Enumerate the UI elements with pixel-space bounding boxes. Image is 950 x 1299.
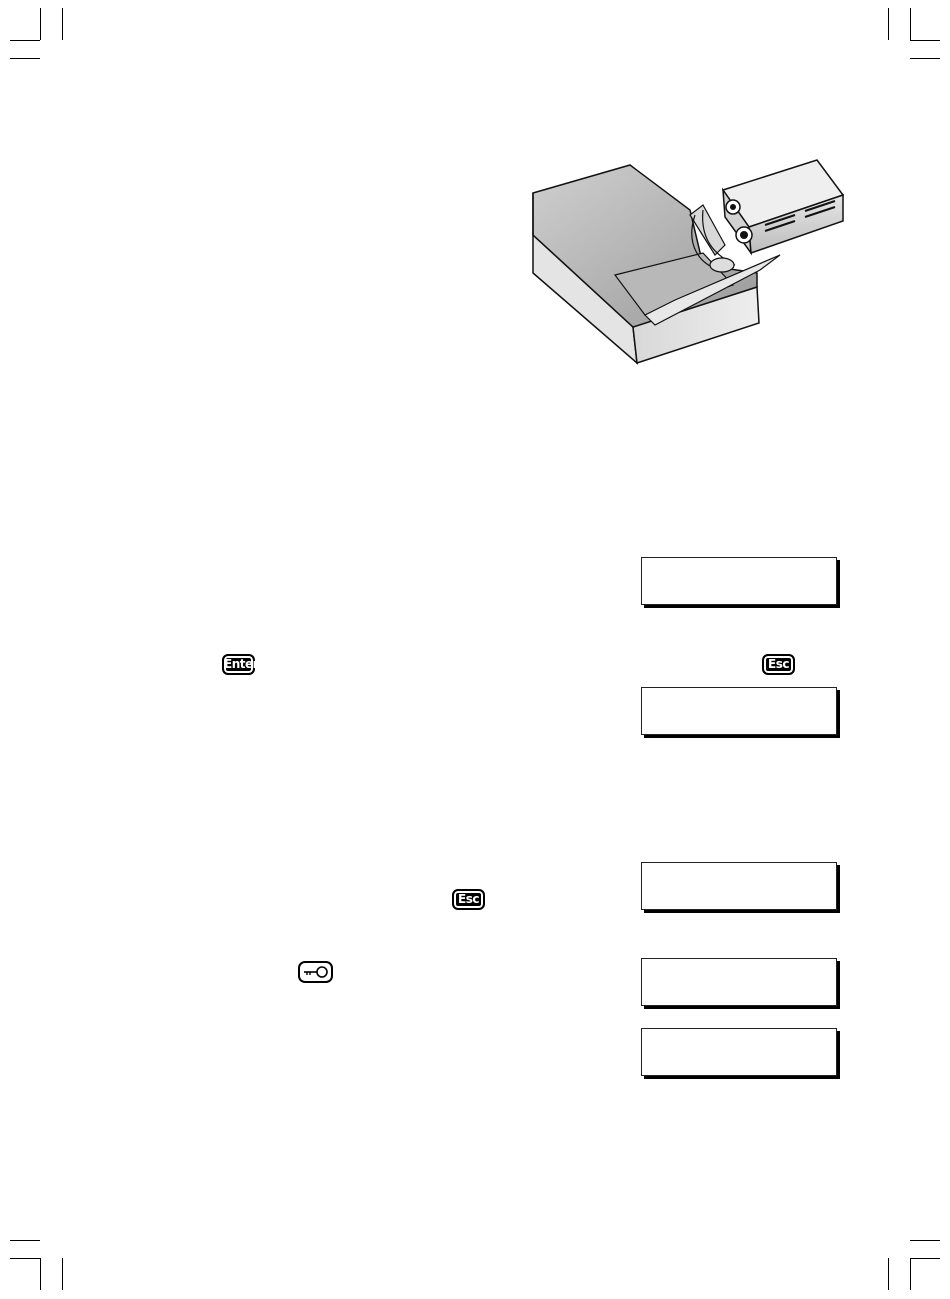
crop-mark (62, 1258, 63, 1290)
crop-mark (888, 8, 889, 40)
crop-mark (62, 8, 63, 40)
lcd-display-engrave-code (641, 958, 837, 1006)
crop-mark (910, 8, 911, 40)
enter-key-icon: Enter (222, 654, 255, 675)
crop-mark (10, 1240, 40, 1241)
crop-mark (888, 1258, 889, 1290)
crop-mark (40, 8, 41, 40)
crop-mark (10, 40, 40, 41)
crop-mark (10, 1258, 40, 1259)
crop-mark (910, 1240, 940, 1241)
crop-mark (40, 1258, 41, 1290)
esc-key-icon: Esc (452, 889, 485, 910)
lcd-display-operation-ok (641, 1028, 837, 1076)
crop-mark (10, 58, 40, 59)
crop-mark (910, 40, 940, 41)
crop-mark (910, 1258, 911, 1290)
device-battery-illustration (525, 155, 850, 370)
lcd-display-protected (641, 687, 837, 735)
lcd-display-choose-function (641, 862, 837, 910)
esc-key-icon: Esc (762, 654, 795, 675)
crop-mark (910, 58, 940, 59)
lcd-display-password (641, 557, 837, 605)
key-icon (298, 961, 333, 983)
crop-mark (910, 1258, 940, 1259)
